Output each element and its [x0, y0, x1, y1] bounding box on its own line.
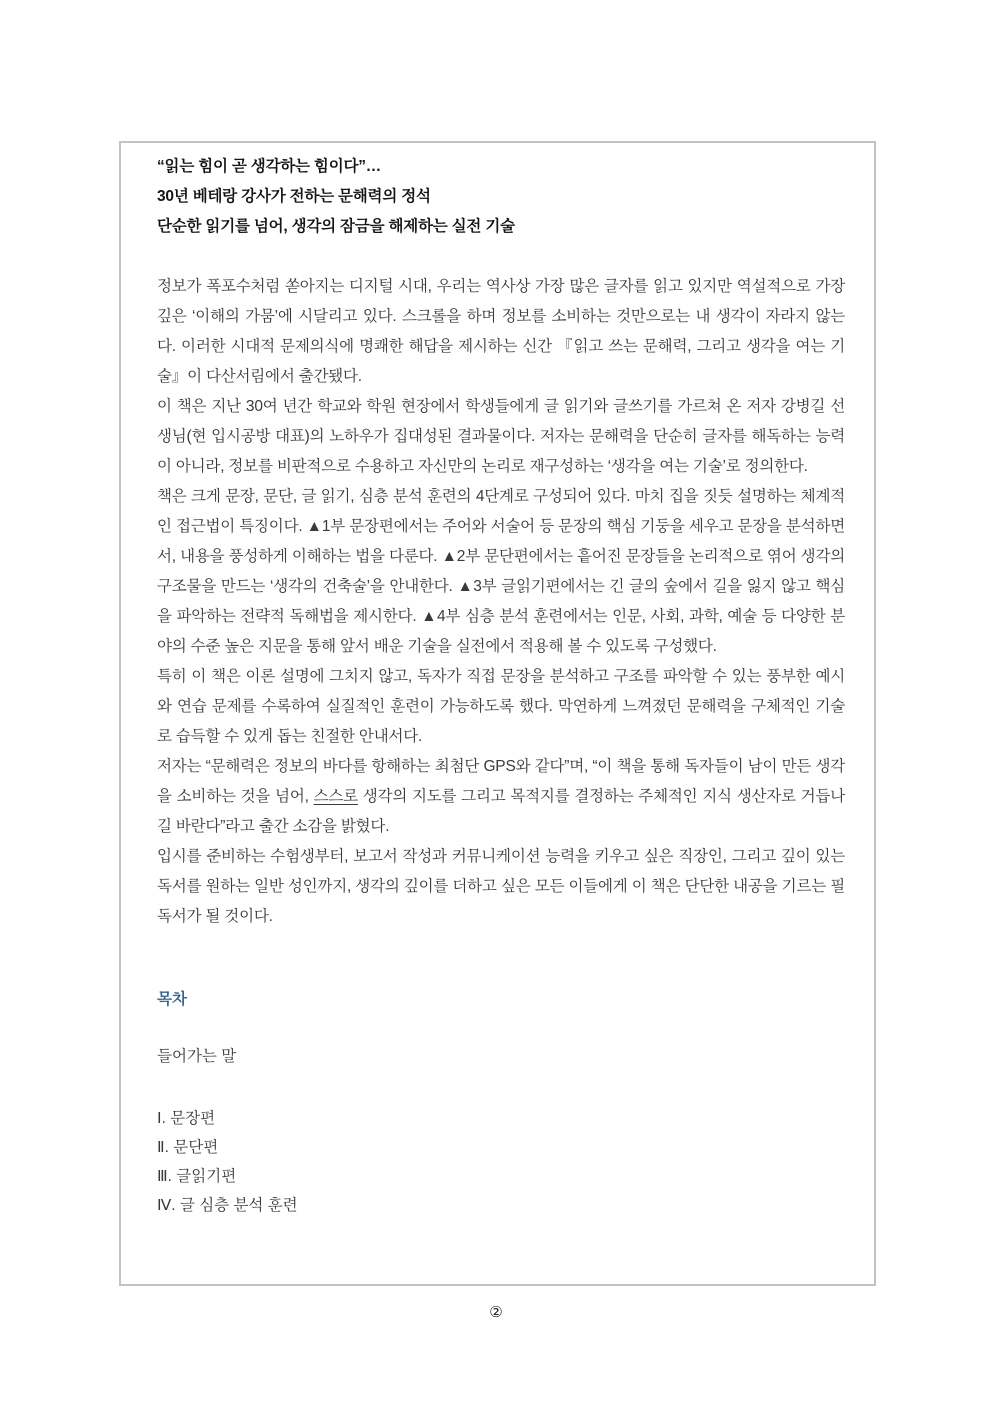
- toc-item-2: Ⅱ. 문단편: [157, 1139, 219, 1156]
- toc-item-4: Ⅳ. 글 심층 분석 훈련: [157, 1197, 298, 1214]
- author-quote-post: 생각의 지도를 그리고 목적지를 결정하는 주체적인 지식 생산자로 거듭나길 바란다”라고 출간 소감을 밝혔다.: [157, 788, 845, 835]
- paragraph-practice-features: 특히 이 책은 이론 설명에 그치지 않고, 독자가 직접 문장을 분석하고 구조를 파악할 수 있는 풍부한 예시와 연습 문제를 수록하여 실질적인 훈련이 가능하도록 했다. 막연하게 느껴졌던 문해력을 구체적인 기술로 습득할 수 있게 돕는 친절한 안내서다.: [157, 668, 845, 745]
- author-quote-underlined-word: 스스로: [313, 788, 358, 805]
- headline-line-2: 30년 베테랑 강사가 전하는 문해력의 정석: [157, 188, 431, 205]
- toc-item-3: Ⅲ. 글읽기편: [157, 1168, 237, 1185]
- paragraph-author-quote: [157, 752, 845, 842]
- paragraph-book-intro: 정보가 폭포수처럼 쏟아지는 디지털 시대, 우리는 역사상 가장 많은 글자를 읽고 있지만 역설적으로 가장 깊은 ‘이해의 가뭄’에 시달리고 있다. 스크롤을 하며 정보를 소비하는 것만으로는 내 생각이 자라지 않는다. 이러한 시대적 문제의식에 명쾌한 해답을 제시하는 신간 『읽고 쓰는 문해력, 그리고 생각을 여는 기술』이 다산서림에서 출간됐다.: [157, 278, 845, 385]
- toc-heading: 목차: [157, 991, 187, 1008]
- toc-item-1: Ⅰ. 문장편: [157, 1110, 216, 1127]
- toc-intro: 들어가는 말: [157, 1048, 237, 1065]
- author-quote-pre: 저자는 “문해력은 정보의 바다를 항해하는 최첨단 GPS와 같다”며, “이 책을 통해 독자들이 남이 만든 생각을 소비하는 것을 넘어,: [157, 758, 845, 805]
- page-number: ②: [489, 1304, 503, 1321]
- paragraph-closing: 입시를 준비하는 수험생부터, 보고서 작성과 커뮤니케이션 능력을 키우고 싶은 직장인, 그리고 깊이 있는 독서를 원하는 일반 성인까지, 생각의 깊이를 더하고 싶은 모든 이들에게 이 책은 단단한 내공을 기르는 필독서가 될 것이다.: [157, 848, 845, 925]
- headline-line-3: 단순한 읽기를 넘어, 생각의 잠금을 해제하는 실전 기술: [157, 218, 515, 235]
- toc-list: [157, 1104, 845, 1220]
- paragraph-book-structure: 책은 크게 문장, 문단, 글 읽기, 심층 분석 훈련의 4단계로 구성되어 있다. 마치 집을 짓듯 설명하는 체계적인 접근법이 특징이다. ▲1부 문장편에서는 주어와 서술어 등 문장의 핵심 기둥을 세우고 문장을 분석하면서, 내용을 풍성하게 이해하는 법을 다룬다. ▲2부 문단편에서는 흩어진 문장들을 논리적으로 엮어 생각의 구조물을 만드는 ‘생각의 건축술’을 안내한다. ▲3부 글읽기편에서는 긴 글의 숲에서 길을 잃지 않고 핵심을 파악하는 전략적 독해법을 제시한다. ▲4부 심층 분석 훈련에서는 인문, 사회, 과학, 예술 등 다양한 분야의 수준 높은 지문을 통해 앞서 배운 기술을 실전에서 적용해 볼 수 있도록 구성했다.: [157, 488, 845, 655]
- paragraph-author-background: 이 책은 지난 30여 년간 학교와 학원 현장에서 학생들에게 글 읽기와 글쓰기를 가르쳐 온 저자 강병길 선생님(현 입시공방 대표)의 노하우가 집대성된 결과물이다. 저자는 문해력을 단순히 글자를 해독하는 능력이 아니라, 정보를 비판적으로 수용하고 자신만의 논리로 재구성하는 ‘생각을 여는 기술’로 정의한다.: [157, 398, 845, 475]
- headline-line-1: “읽는 힘이 곧 생각하는 힘이다”…: [157, 158, 382, 175]
- page-frame: [119, 141, 876, 1286]
- headline-block: [157, 152, 845, 242]
